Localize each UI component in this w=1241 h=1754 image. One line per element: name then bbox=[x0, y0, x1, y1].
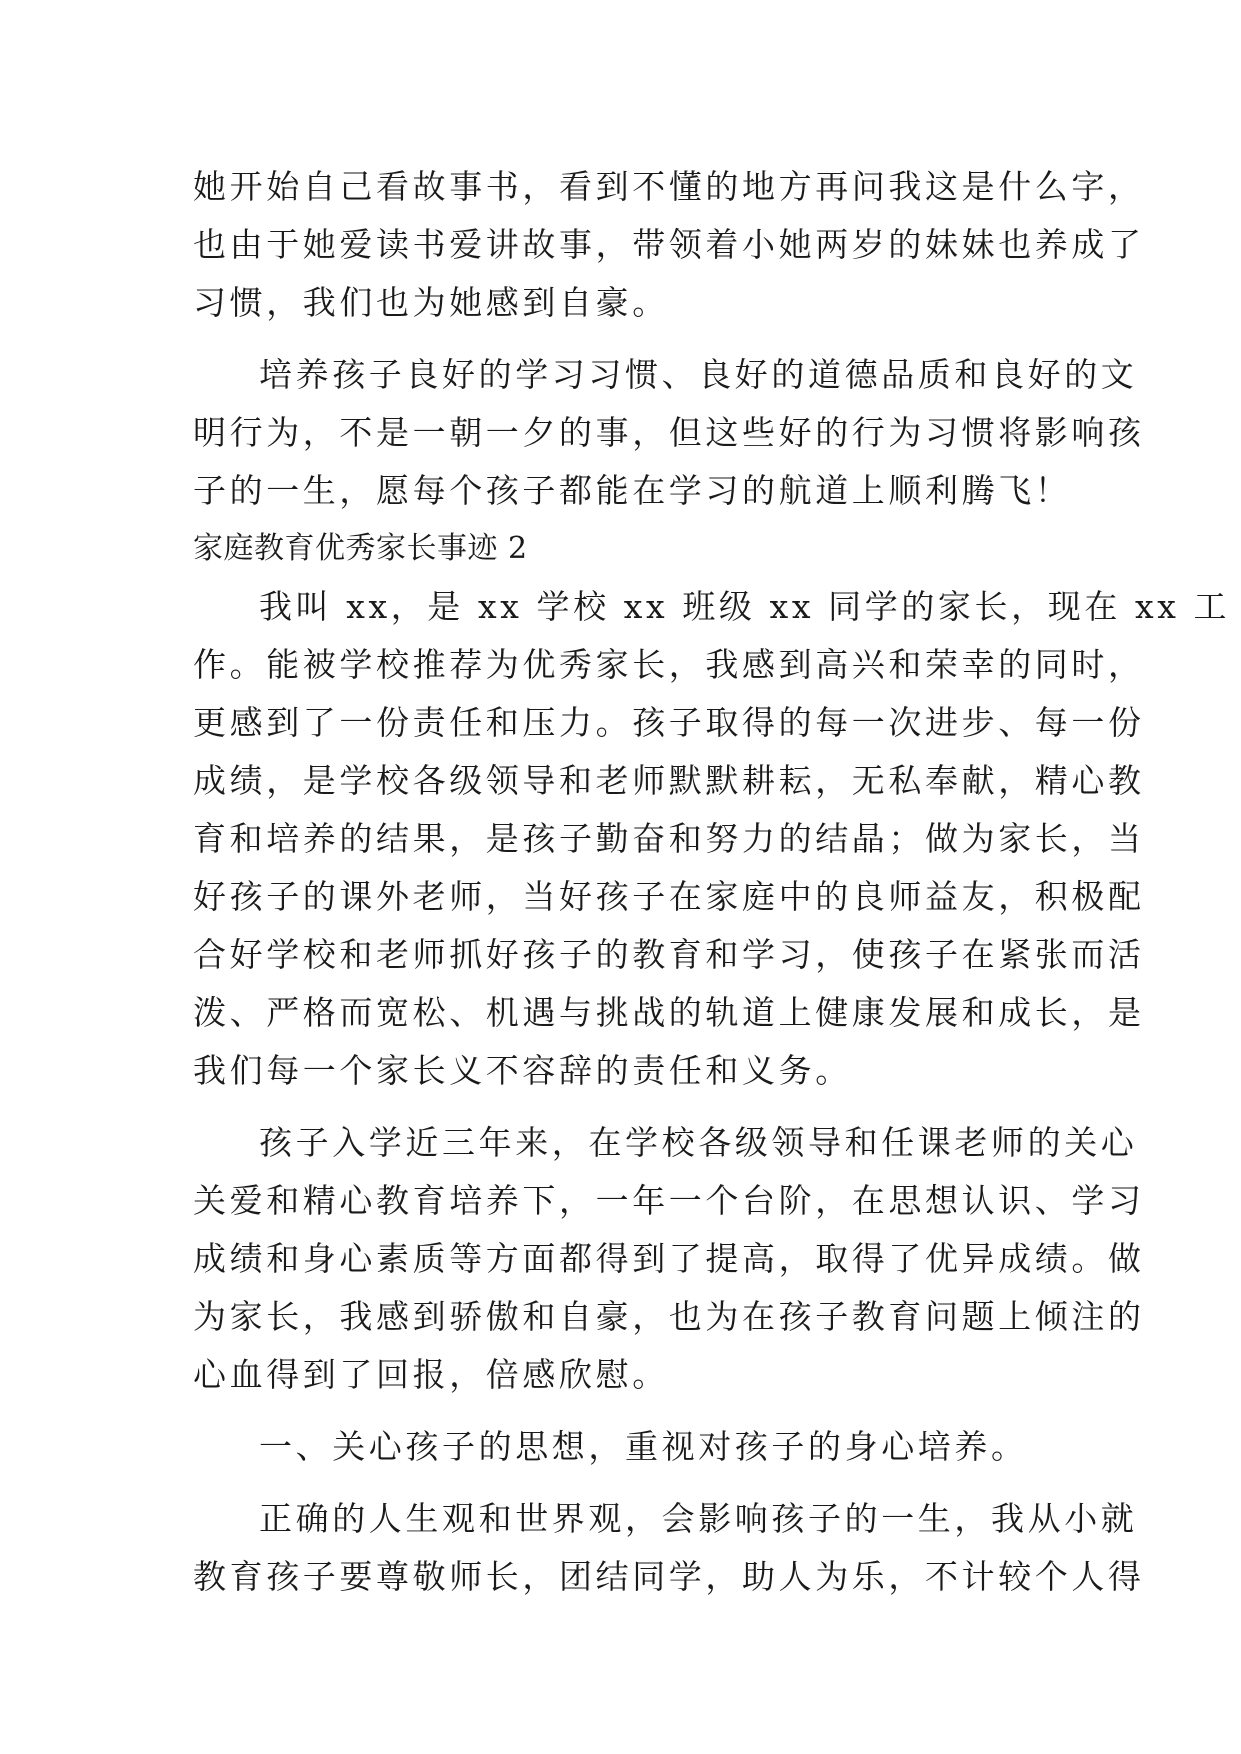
text-line: 更感到了一份责任和压力。孩子取得的每一次进步、每一份 bbox=[193, 703, 1145, 742]
text-line: 子的一生，愿每个孩子都能在学习的航道上顺利腾飞！ bbox=[193, 471, 1072, 510]
text-line: 正确的人生观和世界观，会影响孩子的一生，我从小就 bbox=[259, 1499, 1138, 1538]
text-line: 孩子入学近三年来，在学校各级领导和任课老师的关心 bbox=[259, 1123, 1138, 1162]
text-line: 教育孩子要尊敬师长，团结同学，助人为乐，不计较个人得 bbox=[193, 1557, 1145, 1596]
text-line: 明行为，不是一朝一夕的事，但这些好的行为习惯将影响孩 bbox=[193, 413, 1145, 452]
document-page bbox=[193, 158, 1231, 1606]
text-line: 我叫 xx，是 xx 学校 xx 班级 xx 同学的家长，现在 xx 工 bbox=[259, 587, 1231, 626]
text-line: 作。能被学校推荐为优秀家长，我感到高兴和荣幸的同时， bbox=[193, 645, 1145, 684]
text-line: 好孩子的课外老师，当好孩子在家庭中的良师益友，积极配 bbox=[193, 877, 1145, 916]
text-line: 一、关心孩子的思想，重视对孩子的身心培养。 bbox=[259, 1427, 1028, 1466]
text-line: 泼、严格而宽松、机遇与挑战的轨道上健康发展和成长，是 bbox=[193, 993, 1145, 1032]
text-line: 育和培养的结果，是孩子勤奋和努力的结晶；做为家长，当 bbox=[193, 819, 1145, 858]
text-line: 成绩，是学校各级领导和老师默默耕耘，无私奉献，精心教 bbox=[193, 761, 1145, 800]
text-line: 她开始自己看故事书，看到不懂的地方再问我这是什么字， bbox=[193, 167, 1145, 206]
text-line: 培养孩子良好的学习习惯、良好的道德品质和良好的文 bbox=[259, 355, 1138, 394]
text-line: 心血得到了回报，倍感欣慰。 bbox=[193, 1355, 669, 1394]
text-line: 我们每一个家长义不容辞的责任和义务。 bbox=[193, 1051, 852, 1090]
text-line: 也由于她爱读书爱讲故事，带领着小她两岁的妹妹也养成了 bbox=[193, 225, 1145, 264]
section-heading: 家庭教育优秀家长事迹 2 bbox=[193, 531, 528, 566]
text-line: 合好学校和老师抓好孩子的教育和学习，使孩子在紧张而活 bbox=[193, 935, 1145, 974]
text-line: 习惯，我们也为她感到自豪。 bbox=[193, 283, 669, 322]
text-line: 为家长，我感到骄傲和自豪，也为在孩子教育问题上倾注的 bbox=[193, 1297, 1145, 1336]
text-line: 成绩和身心素质等方面都得到了提高，取得了优异成绩。做 bbox=[193, 1239, 1145, 1278]
text-line: 关爱和精心教育培养下，一年一个台阶，在思想认识、学习 bbox=[193, 1181, 1145, 1220]
